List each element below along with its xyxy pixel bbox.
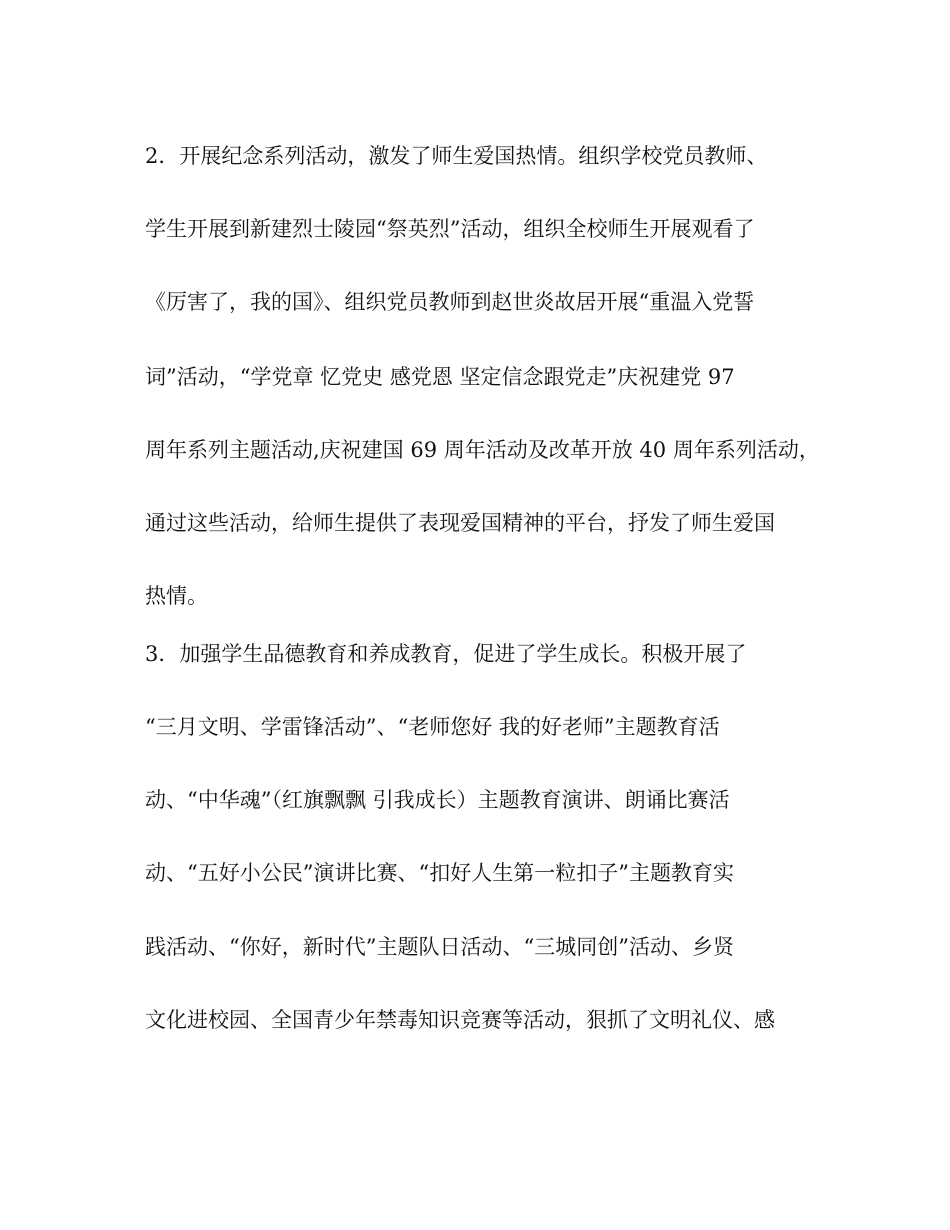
paragraph-1-line-5: 周年系列主题活动,庆祝建国 69 周年活动及改革开放 40 周年系列活动，: [145, 438, 820, 462]
paragraph-1-line-1: 2．开展纪念系列活动，激发了师生爱国热情。组织学校党员教师、: [145, 144, 768, 168]
paragraph-2-line-1: 3．加强学生品德教育和养成教育，促进了学生成长。积极开展了: [145, 642, 747, 666]
paragraph-1-line-2: 学生开展到新建烈士陵园“祭英烈”活动，组织全校师生开展观看了: [145, 217, 755, 241]
paragraph-2-line-4: 动、“五好小公民”演讲比赛、“扣好人生第一粒扣子”主题教育实: [145, 861, 734, 885]
paragraph-2-line-2: “三月文明、学雷锋活动”、“老师您好 我的好老师”主题教育活: [145, 715, 720, 739]
paragraph-2-line-6: 文化进校园、全国青少年禁毒知识竞赛等活动，狠抓了文明礼仪、感: [145, 1008, 775, 1032]
paragraph-2-line-3: 动、“中华魂”（红旗飘飘 引我成长）主题教育演讲、朗诵比赛活: [145, 788, 730, 812]
paragraph-1-line-3: 《厉害了，我的国》、组织党员教师到赵世炎故居开展“重温入党誓: [145, 290, 755, 314]
paragraph-1-line-7: 热情。: [145, 584, 208, 608]
paragraph-1-line-4: 词”活动，“学党章 忆党史 感党恩 坚定信念跟党走”庆祝建党 97: [145, 365, 735, 389]
paragraph-2-line-5: 践活动、“你好，新时代”主题队日活动、“三城同创”活动、乡贤: [145, 935, 734, 959]
paragraph-1-line-6: 通过这些活动，给师生提供了表现爱国精神的平台，抒发了师生爱国: [145, 511, 775, 535]
